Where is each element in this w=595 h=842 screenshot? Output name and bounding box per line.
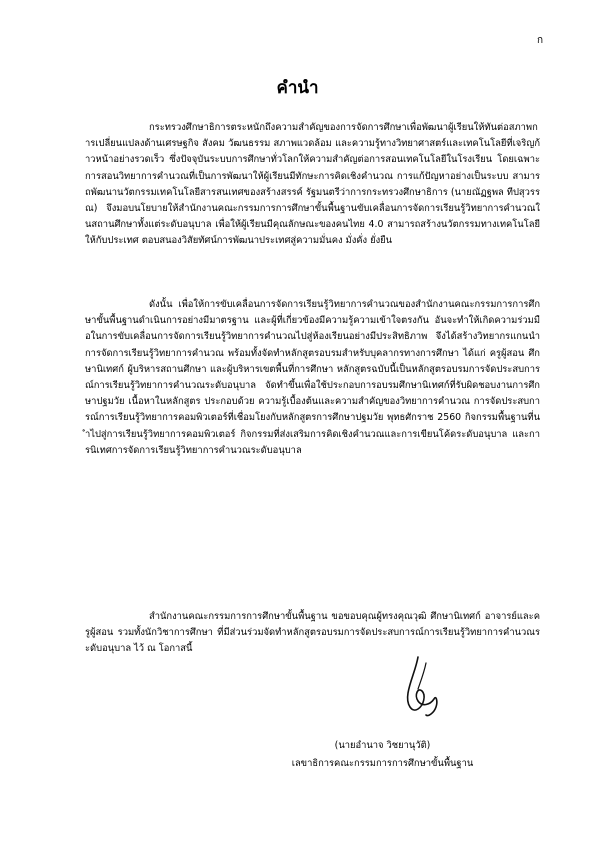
page-number: ก <box>536 35 543 46</box>
paragraph-thanks <box>85 609 540 658</box>
paragraph-text: กระทรวงศึกษาธิการตระหนักถึงความสำคัญของการจัดการศึกษาเพื่อพัฒนาผู้เรียนให้ทันต่อสภาพการเปลี่ยนแปลงด้านเศรษฐกิจ สังคม วัฒนธรรม สภาพแวดล้อม และความรู้ทางวิทยาศาสตร์และเทคโนโลยีที่เจริญก้าวหน้าอย่างรวดเร็ว ซึ่งปัจจุบันระบบการศึกษาทั่วโลกให้ความสำคัญต่อการสอนเทคโนโลยีในโรงเรียน โดยเฉพาะการสอนวิทยาการคำนวณที่เป็นการพัฒนาให้ผู้เรียนมีทักษะการคิดเชิงคำนวณ การแก้ปัญหาอย่างเป็นระบบ สามารถพัฒนานวัตกรรมเทคโนโลยีสารสนเทศของสร้างสรรค์ รัฐมนตรีว่าการกระทรวงศึกษาธิการ (นายณัฏฐพล ทีปสุวรรณ) จึงมอบนโยบายให้สำนักงานคณะกรรมการการศึกษาขั้นพื้นฐานขับเคลื่อนการจัดการเรียนรู้วิทยาการคำนวณในสถานศึกษาทั้งแต่ระดับอนุบาล เพื่อให้ผู้เรียนมีคุณลักษณะของคนไทย 4.0 สามารถสร้างนวัตกรรมทางเทคโนโลยีให้กับประเทศ ตอบสนองวิสัยทัศน์การพัฒนาประเทศสู่ความมั่นคง มั่งคั่ง ยั่งยืน <box>85 122 540 247</box>
signer-position: เลขาธิการคณะกรรมการการศึกษาขั้นพื้นฐาน <box>291 758 474 769</box>
paragraph-text: สำนักงานคณะกรรมการการศึกษาขั้นพื้นฐาน ขอขอบคุณผู้ทรงคุณวุฒิ ศึกษานิเทศก์ อาจารย์และครูผู้สอน รวมทั้งนักวิชาการศึกษา ที่มีส่วนร่วมจัดทำหลักสูตรอบรมการจัดประสบการณ์การเรียนรู้วิทยาการคำนวณระดับอนุบาล ไว้ ณ โอกาสนี้ <box>85 611 540 655</box>
paragraph-intro <box>85 120 540 250</box>
handwritten-signature <box>396 655 446 727</box>
page-title: คำนำ <box>276 78 319 98</box>
signer-name: (นายอำนาจ วิชยานุวัติ) <box>334 740 431 751</box>
paragraph-text: ดังนั้น เพื่อให้การขับเคลื่อนการจัดการเรียนรู้วิทยาการคำนวณของสำนักงานคณะกรรมการการศึกษาขั้นพื้นฐานดำเนินการอย่างมีมาตรฐาน และผู้ที่เกี่ยวข้องมีความรู้ความเข้าใจตรงกัน อันจะทำให้เกิดความร่วมมือในการขับเคลื่อนการจัดการเรียนรู้วิทยาการคำนวณไปสู่ห้องเรียนอย่างมีประสิทธิภาพ จึงได้สร้างวิทยากรแกนนำการจัดการเรียนรู้วิทยาการคำนวณ พร้อมทั้งจัดทำหลักสูตรอบรมสำหรับบุคลากรทางการศึกษา ได้แก่ ครูผู้สอน ศึกษานิเทศก์ ผู้บริหารสถานศึกษา และผู้บริหารเขตพื้นที่การศึกษา หลักสูตรฉบับนี้เป็นหลักสูตรอบรมการจัดประสบการณ์การเรียนรู้วิทยาการคำนวณระดับอนุบาล จัดทำขึ้นเพื่อใช้ประกอบการอบรมศึกษานิเทศก์ที่รับผิดชอบงานการศึกษาปฐมวัย เนื้อหาในหลักสูตร ประกอบด้วย ความรู้เบื้องต้นและความสำคัญของวิทยาการคำนวณ การจัดประสบการณ์การเรียนรู้วิทยาการคอมพิวเตอร์ที่เชื่อมโยงกับหลักสูตรการศึกษาปฐมวัย พุทธศักราช 2560 กิจกรรมพื้นฐานที่นำไปสู่การเรียนรู้วิทยาการคอมพิวเตอร์ กิจกรรมที่ส่งเสริมการคิดเชิงคำนวณและการเขียนโค้ดระดับอนุบาล และการนิเทศการจัดการเรียนรู้วิทยาการคำนวณระดับอนุบาล <box>85 299 540 456</box>
paragraph-purpose <box>85 297 540 459</box>
